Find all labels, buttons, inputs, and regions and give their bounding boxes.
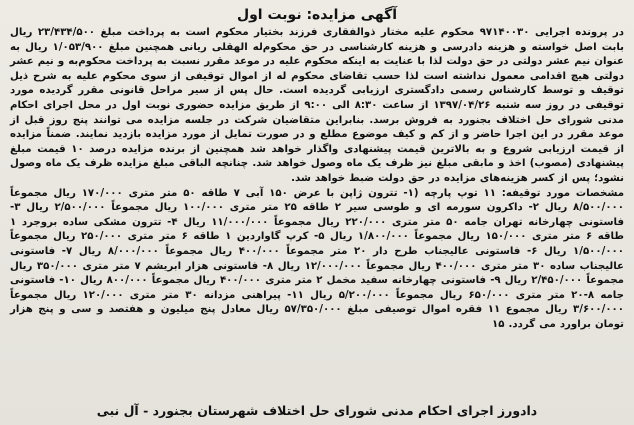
notice-title: آگهی مزایده: نوبت اول [236,7,398,23]
seized-items-paragraph: مشخصات مورد توقیفه: ۱۱ توپ پارچه (۱- تترون ژاپن با عرض ۱۵۰ آبی ۷ طاقه ۵۰ متر متری ۱۷۰/۰۰۰ ریال مجموعاً ۸/۵۰۰/۰۰۰ ریال ۲- داکرون سورمه ای و طوسی سیر ۲ طاقه ۲۵ متر متری ۱۰۰/۰۰۰ ریال مجموعاً ۲/۵۰۰/۰۰۰ ریال ۳- فاستونی چهارخانه تهران جامه ۵۰ متر متری ۲۲۰/۰۰۰ ریال مجموعاً ۱۱/۰۰۰/۰۰۰ ریال ۴- تترون مشکی ساده بروجرد ۱ طاقه ۶ متر متری ۱۵۰/۰۰۰ ریال مجموعاً ۱/۸۰۰/۰۰۰ ریال ۵- کرپ گاواردین ۱ طاقه ۶ متر متری ۲۵۰/۰۰۰ ریال مجموعاً ۱/۵۰۰/۰۰۰ ریال ۶- فاستونی عالیجناب طرح دار ۲۰ متر مجموعاً ۴۰۰/۰۰۰ ریال مجموعاً ۸/۰۰۰/۰۰۰ ریال ۷- فاستونی عالیجناب ساده ۳۰ متر متری ۴۰۰/۰۰۰ ریال مجموعاً ۱۲/۰۰۰/۰۰۰ ریال ۸- فاستونی هزار ابریشم ۷ متر متری ۳۵۰/۰۰۰ ریال مجموعاً ۲/۴۵۰/۰۰۰ ریال ۹- فاستونی چهارخانه سفید مخمل ۲ متر متری ۴۰۰/۰۰۰ ریال مجموعاً ۸۰۰/۰۰۰ ریال ۱۰- فاستونی جامه ۸-۲۰ متر متری ۶۵۰/۰۰۰ ریال مجموعاً ۵/۲۰۰/۰۰۰ ریال ۱۱- پیراهنی مزدانه ۳۰ متر متری ۱۲۰/۰۰۰ ریال مجموعاً ۳/۶۰۰/۰۰۰ ریال مجموع ۱۱ فقره اموال توصیفی مبلغ ۵۷/۳۵۰/۰۰۰ ریال معادل پنج میلیون و هفتصد و سی و پنج هزار تومان براورد می گردد. ۱۵ [10,187,624,330]
notice-body [10,26,624,332]
notice-signature: دادورز اجرای احکام مدنی شورای حل اختلاف شهرستان بجنورد - آل نبی [96,403,538,418]
notice-paragraph: در پرونده اجرایی ۹۷۱۴۰۰۳۰ محکوم علیه مختار ذوالفقاری فرزند بختیار محکوم است به پرداخت مبلغ ۲۳/۴۳۴/۵۰۰ ریال بابت اصل خواسته و هزینه دادرسی و هزینه کارشناسی در حق محکوم‌له الهقلی ریانی همچنین مبلغ ۱/۰۵۳/۹۰۰ ریال به عنوان نیم عشر دولتی در حق دولت لذا با عنایت به اینکه محکوم علیه در موعد مقرر نسبت به پرداخت محکوم‌به و نیم عشر دولتی هیچ اقدامی معمول نداشته است لذا حسب تقاضای محکوم له از اموال توقیفی از سوی محکوم علیه به شرح ذیل توقیف و توسط کارشناس رسمی دادگستری ارزیابی گردیده است. حال پس از سیر مراحل قانونی مقرر گردیده مورد توقیفی در روز سه شنبه ۱۳۹۷/۰۴/۲۶ از ساعت ۸:۳۰ الی ۹:۰۰ از طریق مزایده حضوری نوبت اول در محل اجرای احکام مدنی شورای حل اختلاف بجنورد به فروش برسد. بنابراین متقاضیان شرکت در جلسه مزایده می توانند پنج روز قبل از موعد مقرر در این اجرا حاضر و از کم و کیف موضوع مطلع و در صورت تمایل از مورد مزایده بازدید نمایند. ضمناً مزایده از قیمت ارزیابی شروع و به بالاترین قیمت پیشنهادی واگذار خواهد شد همچنین از برنده مزایده درصد ۱۰ قیمت مبلغ پیشنهادی (مصوب) اخذ و مابقی مبلغ نیز ظرف یک ماه وصول خواهد شد. چنانچه الباقی مبلغ مزایده ظرف یک ماه وصول نشود؛ پس از کسر هزینه‌های مزایده در حق دولت ضبط خواهد شد. [10,27,625,184]
